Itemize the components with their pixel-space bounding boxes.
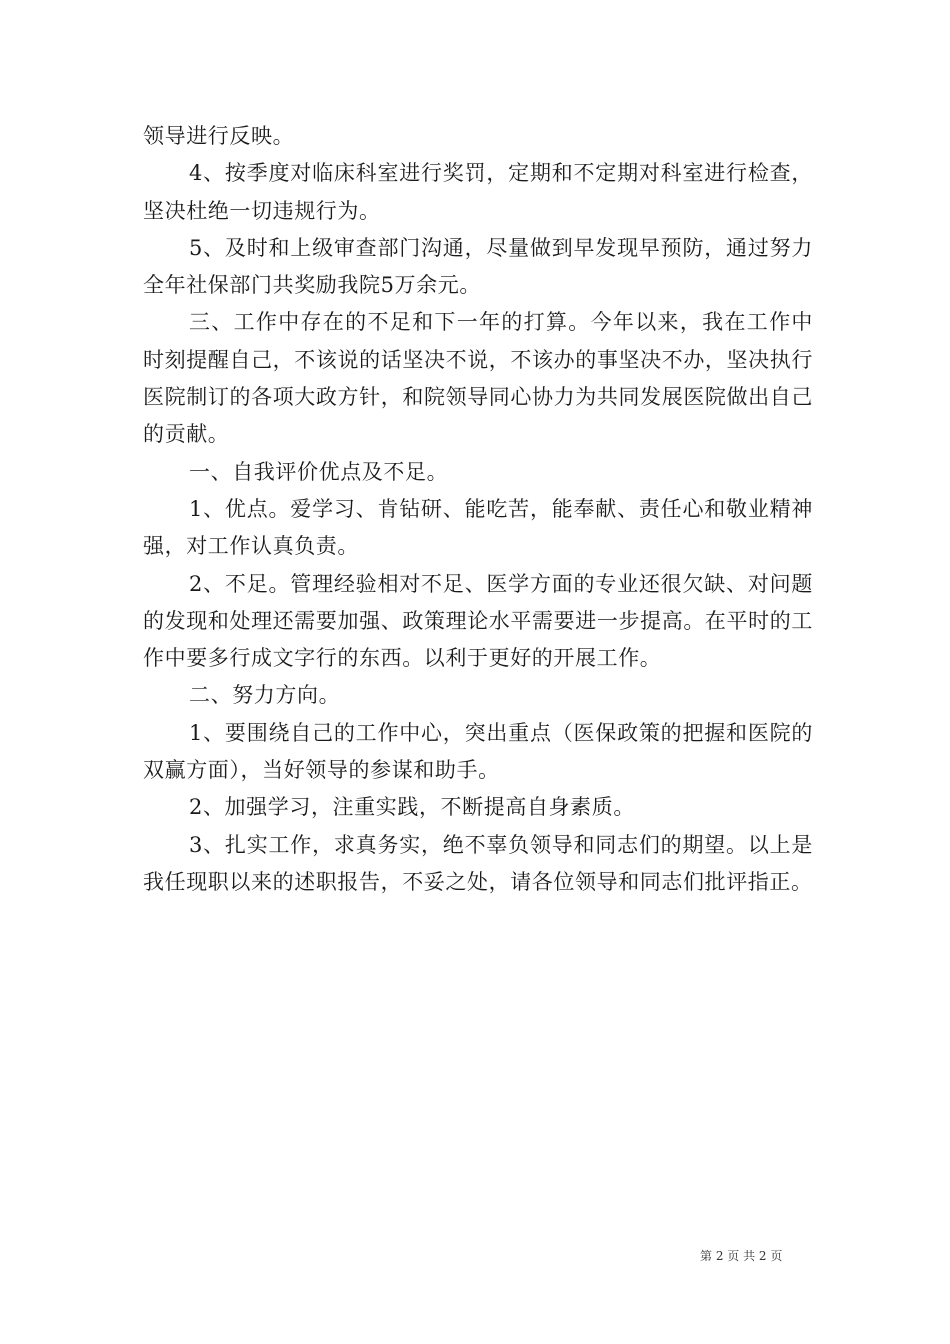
paragraph: 1、优点。爱学习、肯钻研、能吃苦，能奉献、责任心和敬业精神强，对工作认真负责。 bbox=[143, 496, 813, 559]
page-number-footer: 第 2 页 共 2 页 bbox=[700, 1249, 783, 1263]
paragraph-continuation: 领导进行反映。 bbox=[143, 124, 295, 148]
paragraph: 2、不足。管理经验相对不足、医学方面的专业还很欠缺、对问题的发现和处理还需要加强、政策理论水平需要进一步提高。在平时的工作中要多行成文字行的东西。以利于更好的开展工作。 bbox=[143, 571, 813, 671]
section-heading: 一、自我评价优点及不足。 bbox=[189, 459, 449, 484]
document-body bbox=[143, 118, 813, 901]
paragraph: 5、及时和上级审查部门沟通，尽量做到早发现早预防，通过努力全年社保部门共奖励我院5万余元。 bbox=[143, 235, 813, 298]
paragraph: 三、工作中存在的不足和下一年的打算。今年以来，我在工作中时刻提醒自己，不该说的话坚决不说，不该办的事坚决不办，坚决执行医院制订的各项大政方针，和院领导同心协力为共同发展医院做出自己的贡献。 bbox=[143, 310, 813, 447]
paragraph: 3、扎实工作，求真务实，绝不辜负领导和同志们的期望。以上是我任现职以来的述职报告，不妥之处，请各位领导和同志们批评指正。 bbox=[143, 832, 813, 894]
paragraph: 1、要围绕自己的工作中心，突出重点（医保政策的把握和医院的双赢方面），当好领导的参谋和助手。 bbox=[143, 720, 813, 783]
paragraph: 4、按季度对临床科室进行奖罚，定期和不定期对科室进行检查，坚决杜绝一切违规行为。 bbox=[143, 161, 813, 223]
paragraph: 2、加强学习，注重实践，不断提高自身素质。 bbox=[189, 795, 635, 820]
section-heading: 二、努力方向。 bbox=[189, 683, 341, 708]
